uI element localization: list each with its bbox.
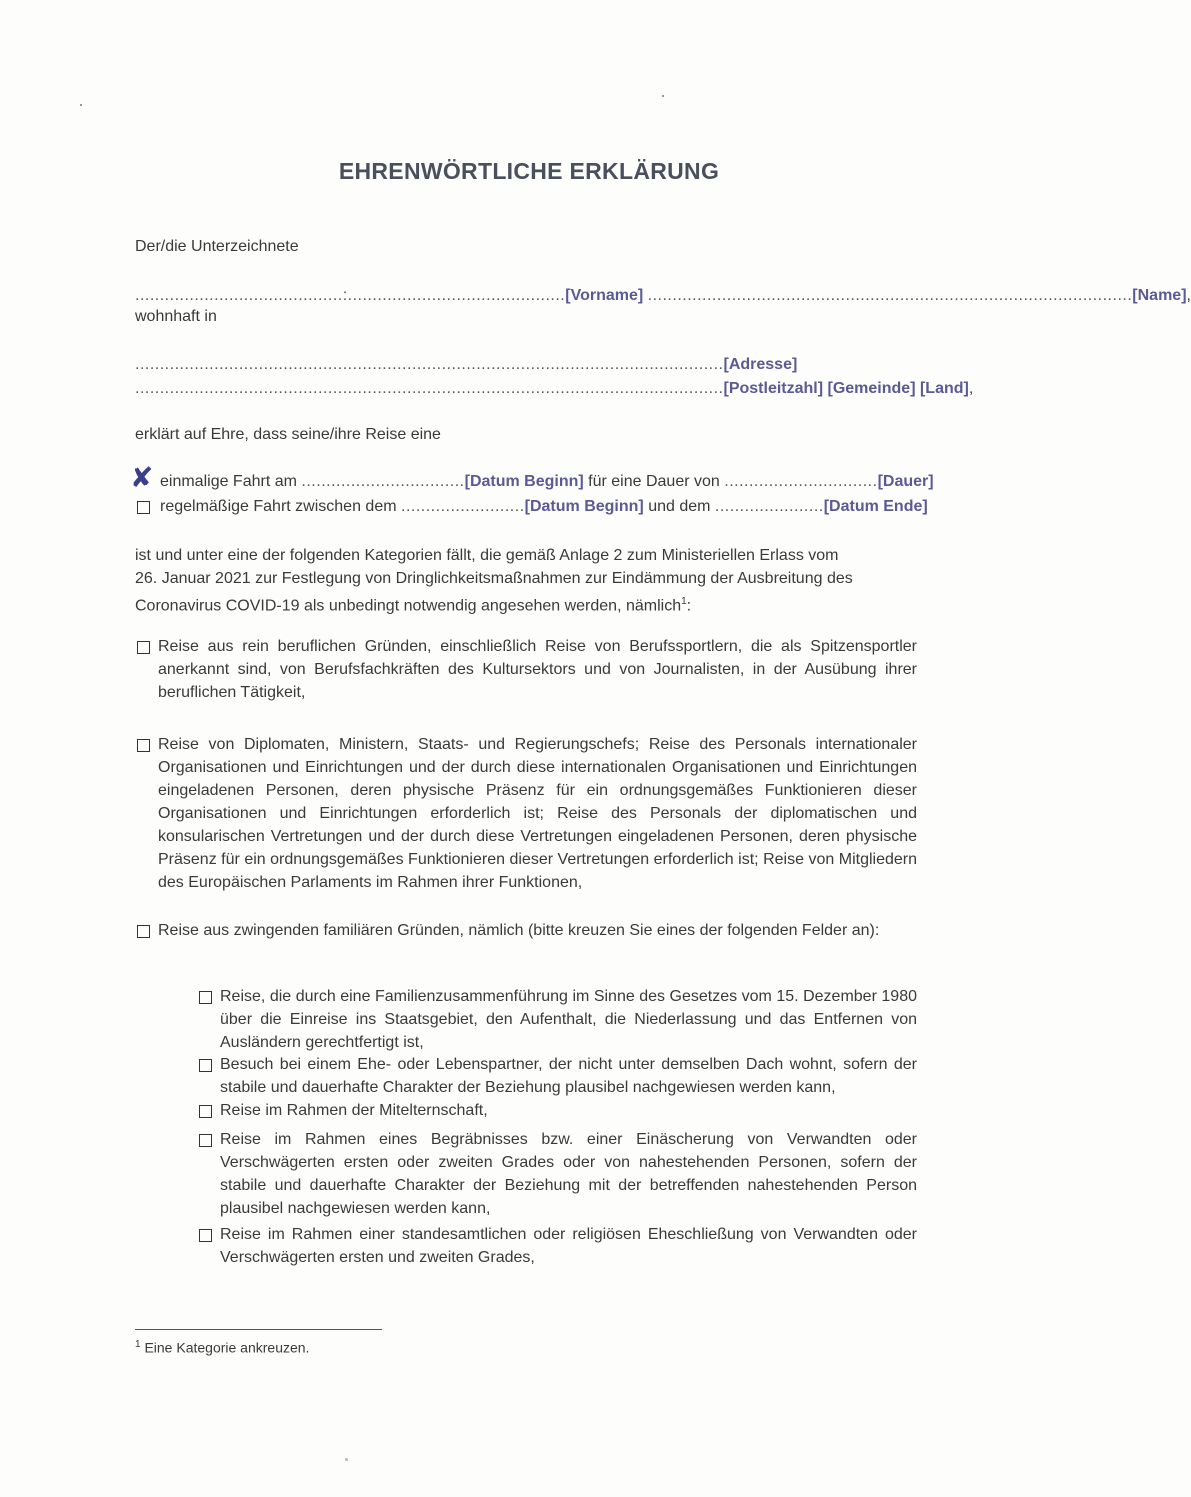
category-professional: Reise aus rein beruflichen Gründen, einschließlich Reise von Berufssportlern, die als Spitzensportler anerkannt sind, von Berufsfachkräften des Kultursektors und von Journalisten, in der Ausübung ihrer beruflichen Tätigkeit, xyxy=(158,638,917,701)
name-line xyxy=(135,286,1191,306)
travel-dots: ................................. xyxy=(301,473,465,490)
family-reason-funeral: Reise im Rahmen eines Begräbnisses bzw. einer Einäscherung von Verwandten oder Verschwägerten ersten oder zweiten Grades oder von nahestehenden Personen, sofern der stabile und dauerhafte Charakter der Beziehung mit der betreffenden nahestehenden Person plausibel nachgewiesen werden kann, xyxy=(220,1131,917,1217)
category-intro-text: Coronavirus COVID-19 als unbedingt notwendig angesehen werden, nämlich xyxy=(135,597,682,615)
footnote-divider xyxy=(135,1329,382,1330)
scan-speck xyxy=(345,1458,348,1461)
checkbox-diplomatic[interactable] xyxy=(137,739,150,752)
category-intro-colon: : xyxy=(686,597,692,615)
postal-line-comma: , xyxy=(968,380,974,397)
intro-text: Der/die Unterzeichnete xyxy=(135,238,299,255)
travel-option-label: einmalige Fahrt am xyxy=(160,473,297,490)
declares-text: erklärt auf Ehre, dass seine/ihre Reise eine xyxy=(135,426,441,443)
family-reason-coparenting: Reise im Rahmen der Mitelternschaft, xyxy=(220,1102,488,1119)
address-dots: ....................................................................................................................... xyxy=(135,356,724,373)
adresse-field-label[interactable]: [Adresse] xyxy=(723,356,798,373)
datum-beginn-field-label[interactable]: [Datum Beginn] xyxy=(524,498,644,515)
check-mark-icon[interactable]: ✘ xyxy=(130,462,154,493)
travel-option-label: regelmäßige Fahrt zwischen dem xyxy=(160,498,397,515)
category-family: Reise aus zwingenden familiären Gründen, nämlich (bitte kreuzen Sie eines der folgenden Felder an): xyxy=(158,922,880,939)
checkbox-regular-travel[interactable] xyxy=(137,501,150,514)
document-title: EHRENWÖRTLICHE ERKLÄRUNG xyxy=(338,158,720,184)
travel-option-regular xyxy=(160,497,928,517)
travel-option-connector: für eine Dauer von xyxy=(583,473,725,490)
scan-speck xyxy=(662,95,664,97)
checkbox-family-reunion[interactable] xyxy=(199,991,212,1004)
checkbox-wedding[interactable] xyxy=(199,1229,212,1242)
datum-ende-field-label[interactable]: [Datum Ende] xyxy=(823,498,928,515)
postal-line xyxy=(135,379,973,399)
footnote-marker: 1 xyxy=(135,1339,141,1350)
name-field-label[interactable]: [Name] xyxy=(1132,287,1187,304)
travel-dots: ......................... xyxy=(401,498,525,515)
category-intro-line-1: ist und unter eine der folgenden Kategorien fällt, die gemäß Anlage 2 zum Ministeriellen Erlass vom xyxy=(135,547,839,564)
checkbox-coparenting[interactable] xyxy=(199,1105,212,1118)
dauer-field-label[interactable]: [Dauer] xyxy=(877,473,934,490)
name-dots-2: .................................................................................................. xyxy=(647,287,1133,304)
name-dots-1: ..........................................:............................................ xyxy=(135,287,566,304)
family-reason-reunion: Reise, die durch eine Familienzusammenführung im Sinne des Gesetzes vom 15. Dezember 1980 über die Einreise ins Staatsgebiet, den Aufenthalt, die Niederlassung und das Entfernen von Ausländern gerechtfertigt ist, xyxy=(220,988,917,1051)
address-line xyxy=(135,355,797,375)
family-reason-partner: Besuch bei einem Ehe- oder Lebenspartner, der nicht unter demselben Dach wohnt, sofern der stabile und dauerhafte Charakter der Beziehung plausibel nachgewiesen werden kann, xyxy=(220,1056,917,1096)
wohnhaft-label: wohnhaft in xyxy=(135,308,217,325)
footnote-text: Eine Kategorie ankreuzen. xyxy=(140,1339,310,1356)
travel-option-single xyxy=(160,472,934,492)
travel-dots: ............................... xyxy=(724,473,878,490)
footnote xyxy=(135,1339,309,1356)
checkbox-funeral[interactable] xyxy=(199,1134,212,1147)
postal-field-label[interactable]: [Postleitzahl] [Gemeinde] [Land] xyxy=(723,380,969,397)
name-line-comma: , xyxy=(1186,287,1191,304)
category-intro-line-2: 26. Januar 2021 zur Festlegung von Dringlichkeitsmaßnahmen zur Eindämmung der Ausbreitung des xyxy=(135,570,853,587)
datum-beginn-field-label[interactable]: [Datum Beginn] xyxy=(464,473,584,490)
category-intro-line-3 xyxy=(135,592,691,616)
travel-dots: ...................... xyxy=(714,498,824,515)
checkbox-partner-visit[interactable] xyxy=(199,1059,212,1072)
postal-dots: ....................................................................................................................... xyxy=(135,380,724,397)
vorname-field-label[interactable]: [Vorname] xyxy=(565,287,644,304)
category-diplomatic: Reise von Diplomaten, Ministern, Staats- und Regierungschefs; Reise des Personals internationaler Organisationen und Einrichtungen und der durch diese internationalen Organisationen und Einrichtungen eingeladenen Personen, deren physische Präsenz für ein ordnungsgemäßes Funktionieren dieser Organisationen und Einrichtungen erforderlich ist; Reise des Personals der diplomatischen und konsularischen Vertretungen und der durch diese Vertretungen eingeladenen Personen, deren physische Präsenz für ein ordnungsgemäßes Funktionieren dieser Vertretungen erforderlich ist; Reise von Mitgliedern des Europäischen Parlaments im Rahmen ihrer Funktionen, xyxy=(158,736,917,891)
footnote-ref: 1 xyxy=(681,596,687,607)
scan-speck xyxy=(80,104,82,106)
checkbox-professional[interactable] xyxy=(137,641,150,654)
family-reason-wedding: Reise im Rahmen einer standesamtlichen oder religiösen Eheschließung von Verwandten oder Verschwägerten ersten und zweiten Grades, xyxy=(220,1226,917,1266)
checkbox-family[interactable] xyxy=(137,925,150,938)
travel-option-connector: und dem xyxy=(643,498,715,515)
